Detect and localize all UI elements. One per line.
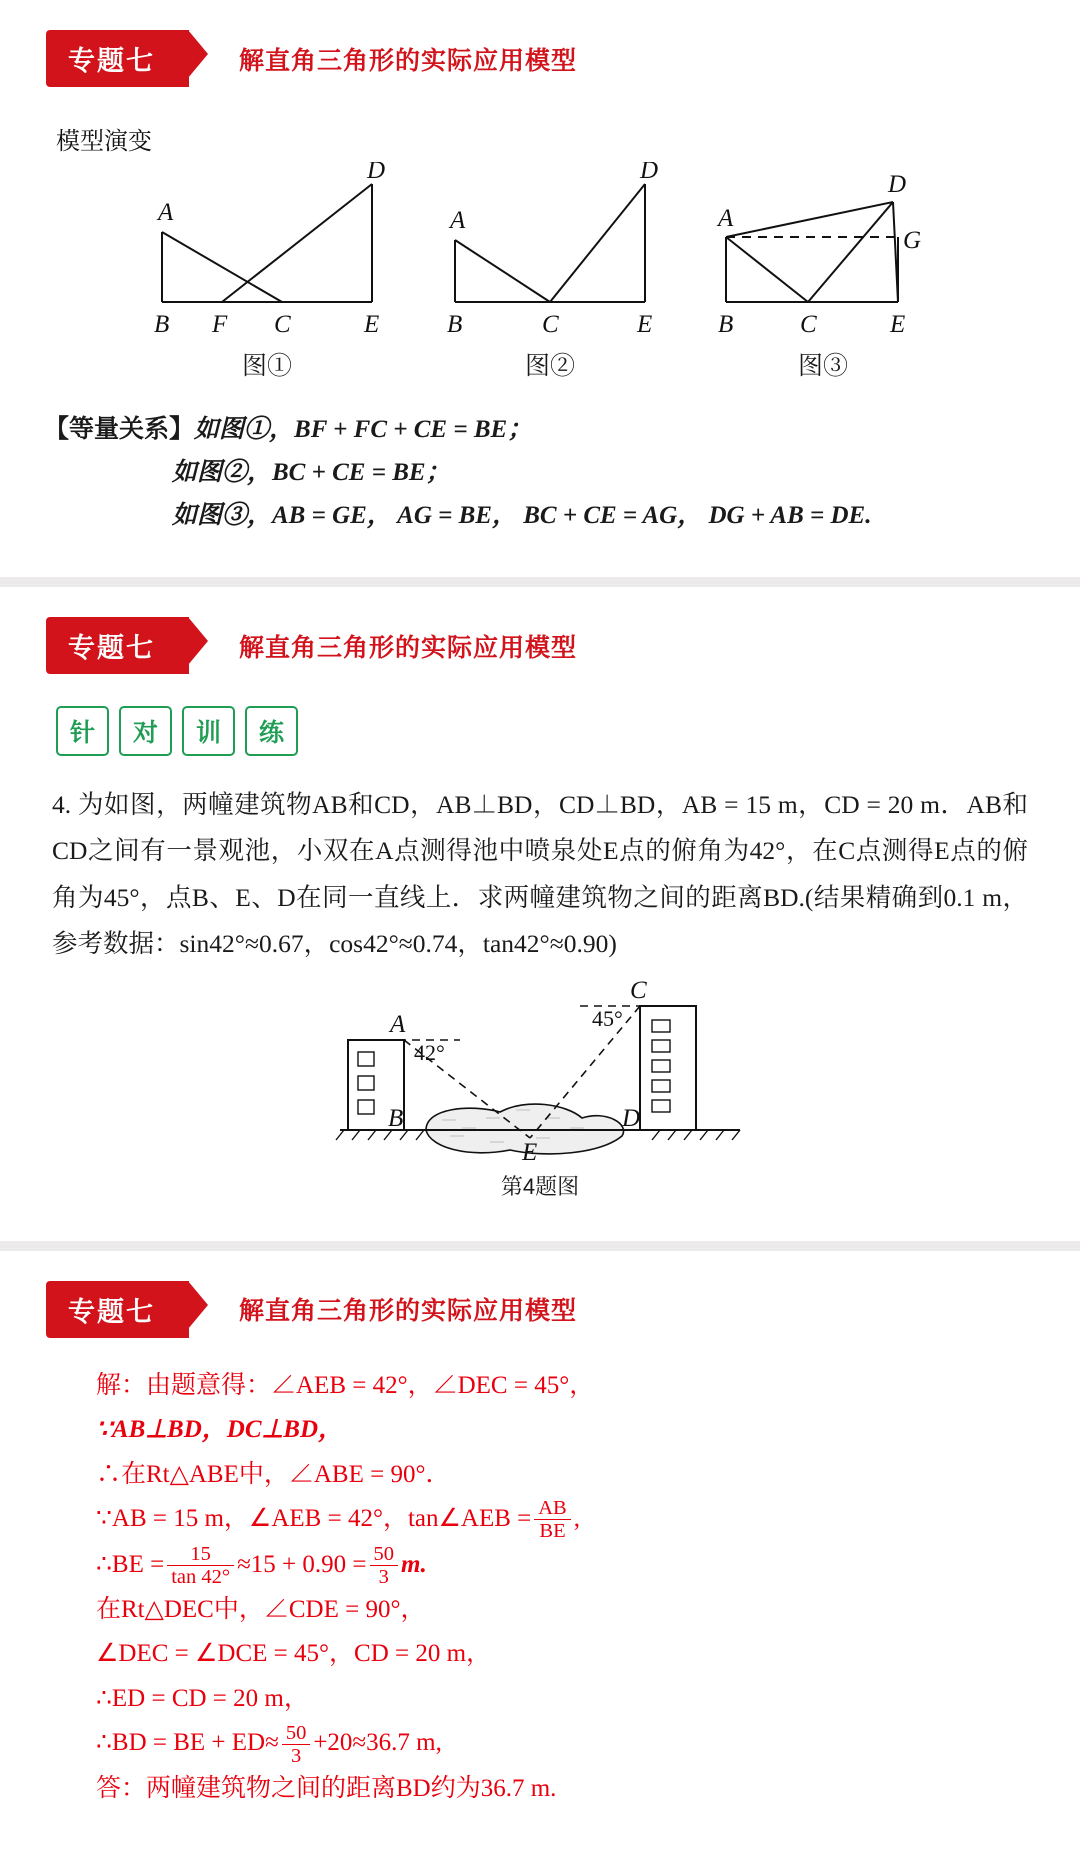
practice-char-1: 针 bbox=[56, 706, 109, 756]
solution-line-4: ∵AB = 15 m，∠AEB = 42°，tan∠AEB = $\frac{AB}{BE}$ , bbox=[96, 1497, 580, 1543]
banner-tag-2: 专题七 bbox=[46, 617, 189, 674]
svg-text:C: C bbox=[542, 311, 559, 338]
fraction-50-3-a bbox=[370, 1543, 399, 1588]
svg-text:A: A bbox=[718, 205, 734, 232]
fraction-ab-be bbox=[534, 1497, 570, 1542]
figure-3-caption: 图③ bbox=[797, 353, 848, 380]
solution-block bbox=[96, 1364, 1080, 1812]
document-page bbox=[0, 30, 1080, 1862]
section-divider-2 bbox=[0, 1241, 1080, 1251]
svg-text:G: G bbox=[903, 227, 922, 254]
svg-text:C: C bbox=[630, 977, 647, 1004]
fraction-50-numerator-a: 50 bbox=[370, 1543, 399, 1566]
relations-block bbox=[44, 408, 1080, 537]
solution-line-10: 答：两幢建筑物之间的距离BD约为36.7 m. bbox=[96, 1774, 557, 1802]
figure-3-drawing bbox=[698, 162, 948, 342]
solution-line-8: ∴ED = CD = 20 m， bbox=[96, 1684, 309, 1712]
figure-row bbox=[0, 162, 1080, 382]
banner-title-3: 解直角三角形的实际应用模型 bbox=[239, 1297, 578, 1326]
practice-badge bbox=[56, 706, 1080, 756]
practice-char-4: 练 bbox=[245, 706, 298, 756]
solution-line-1: 解：由题意得：∠AEB = 42°，∠DEC = 45°， bbox=[96, 1371, 595, 1399]
solution-line-5-text: ∴BE = bbox=[96, 1550, 165, 1578]
svg-text:D: D bbox=[640, 162, 659, 184]
svg-text:42°: 42° bbox=[414, 1039, 445, 1065]
banner-tag: 专题七 bbox=[46, 30, 189, 87]
relation-3-text: 如图③，AB = GE， AG = BE， BC + CE = AG， DG + AB = DE. bbox=[172, 502, 872, 529]
svg-text:F: F bbox=[212, 311, 228, 338]
svg-text:A: A bbox=[390, 1010, 406, 1038]
svg-text:E: E bbox=[522, 1138, 538, 1166]
banner-title: 解直角三角形的实际应用模型 bbox=[239, 46, 578, 75]
figure-3 bbox=[698, 162, 948, 382]
figure-1-drawing bbox=[132, 162, 402, 342]
section-divider-1 bbox=[0, 577, 1080, 587]
banner-title-2: 解直角三角形的实际应用模型 bbox=[239, 633, 578, 662]
practice-char-3: 训 bbox=[182, 706, 235, 756]
solution-line-9-text: ∴BD = BE + ED≈ bbox=[96, 1729, 279, 1757]
svg-text:B: B bbox=[154, 311, 170, 338]
svg-text:E: E bbox=[637, 311, 653, 338]
bottom-spacer bbox=[0, 1811, 1080, 1851]
svg-text:E: E bbox=[890, 311, 906, 338]
solution-approx-be: ≈15 + 0.90 = bbox=[237, 1550, 367, 1578]
fraction-50-3-b bbox=[282, 1722, 311, 1767]
fraction-3-denominator-a: 3 bbox=[378, 1565, 389, 1588]
model-evolution-subtitle: 模型演变 bbox=[56, 128, 152, 155]
fraction-tan42-denominator: tan 42° bbox=[171, 1565, 231, 1588]
solution-bd-tail: +20≈36.7 m, bbox=[313, 1729, 442, 1757]
solution-line-6: 在Rt△DEC中，∠CDE = 90°， bbox=[96, 1595, 426, 1623]
svg-text:B: B bbox=[447, 311, 463, 338]
figure-1-caption: 图① bbox=[241, 353, 292, 380]
fraction-ab-numerator: AB bbox=[534, 1497, 570, 1520]
svg-text:A: A bbox=[450, 207, 466, 234]
figure-1 bbox=[132, 162, 402, 382]
relation-2-text: 如图②，BC + CE = BE； bbox=[172, 459, 451, 486]
relation-1-text: 如图①，BF + FC + CE = BE； bbox=[194, 416, 533, 443]
solution-line-7: ∠DEC = ∠DCE = 45°，CD = 20 m， bbox=[96, 1640, 492, 1668]
solution-line-5 bbox=[96, 1543, 1080, 1588]
fraction-50-numerator-b: 50 bbox=[282, 1722, 311, 1745]
fraction-be-denominator: BE bbox=[539, 1520, 566, 1543]
fraction-15-tan42 bbox=[167, 1543, 234, 1588]
relations-label: 【等量关系】 bbox=[44, 415, 195, 443]
figure-2-caption: 图② bbox=[524, 353, 575, 380]
svg-text:D: D bbox=[367, 162, 386, 184]
question-figure bbox=[0, 978, 1080, 1168]
svg-text:C: C bbox=[274, 311, 291, 338]
svg-text:D: D bbox=[622, 1104, 641, 1132]
svg-text:D: D bbox=[888, 171, 907, 198]
fraction-3-denominator-b: 3 bbox=[290, 1744, 302, 1767]
svg-text:C: C bbox=[800, 311, 817, 338]
solution-line-9 bbox=[96, 1721, 1080, 1766]
svg-text:B: B bbox=[718, 311, 734, 338]
section-banner-2 bbox=[0, 617, 1080, 674]
figure-2 bbox=[430, 162, 670, 382]
solution-line-2: ∵AB⊥BD，DC⊥BD， bbox=[96, 1416, 343, 1444]
svg-text:45°: 45° bbox=[592, 1005, 623, 1031]
section-banner-1 bbox=[0, 30, 1080, 87]
solution-line-3: ∴在Rt△ABE中，∠ABE = 90°． bbox=[96, 1460, 451, 1488]
section-banner-3 bbox=[0, 1281, 1080, 1338]
svg-text:A: A bbox=[158, 199, 174, 226]
banner-tag-3: 专题七 bbox=[46, 1281, 189, 1338]
question-text: 4. 为如图，两幢建筑物AB和CD，AB⊥BD，CD⊥BD，AB = 15 m，CD = 20 m．AB和CD之间有一景观池，小双在A点测得池中喷泉处E点的俯角为42°，在C点测得E点的俯角为45°，点B、E、D在同一直线上．求两幢建筑物之间的距离BD.(结果精确到0.1 m，参考数据：sin42°≈0.67，cos42°≈0.74，tan42°≈0.90) bbox=[52, 790, 1028, 959]
practice-char-2: 对 bbox=[119, 706, 172, 756]
figure-2-drawing bbox=[430, 162, 670, 342]
solution-line-4-text: ∵AB = 15 m，∠AEB = 42°，tan∠AEB = bbox=[96, 1505, 532, 1533]
fraction-15-numerator: 15 bbox=[167, 1543, 234, 1566]
question-figure-drawing bbox=[330, 978, 750, 1168]
svg-text:B: B bbox=[388, 1104, 404, 1132]
question-figure-caption: 第4题图 bbox=[500, 1173, 580, 1199]
svg-text:E: E bbox=[364, 311, 380, 338]
relation-line-1 bbox=[44, 408, 1080, 451]
solution-unit-m: m. bbox=[401, 1550, 427, 1578]
